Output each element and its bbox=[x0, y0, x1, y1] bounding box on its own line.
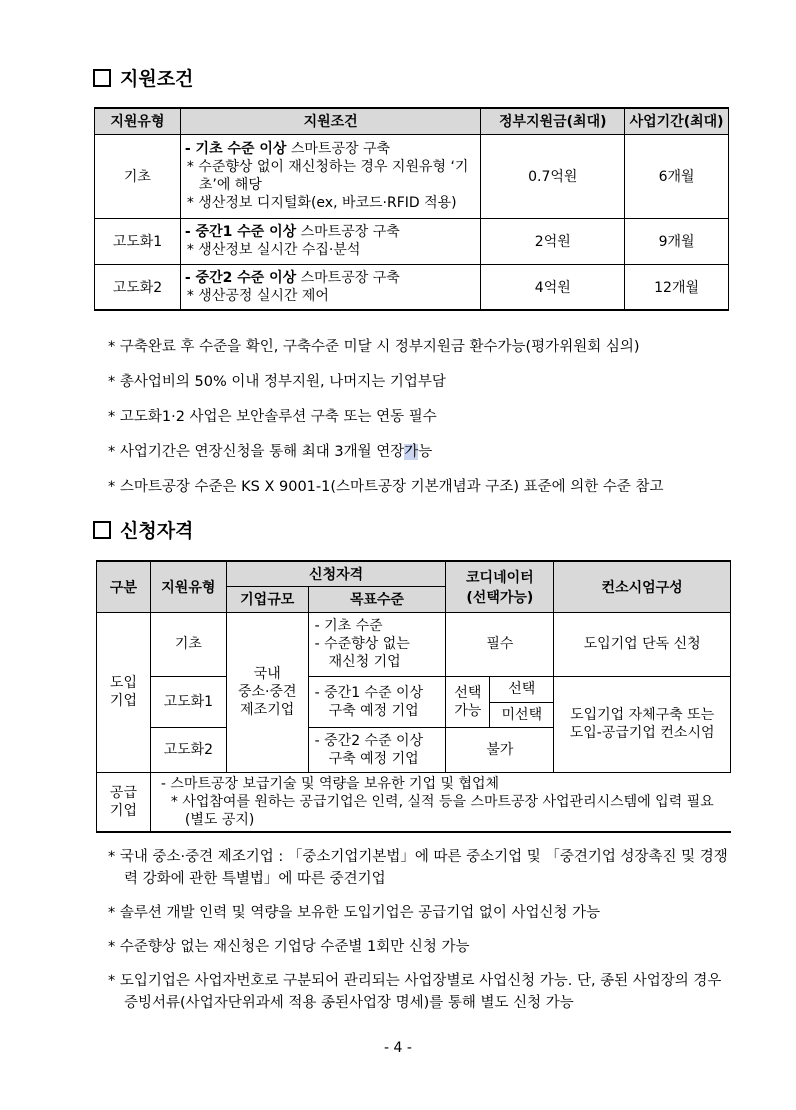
row-period: 12개월 bbox=[625, 264, 729, 310]
target-adv1: - 중간1 수준 이상 구축 예정 기업 bbox=[308, 676, 446, 727]
coord-adv2: 불가 bbox=[446, 727, 554, 772]
consort-multi: 도입기업 자체구축 또는 도입-공급기업 컨소시엄 bbox=[554, 676, 731, 772]
target-adv2: - 중간2 수준 이상 구축 예정 기업 bbox=[308, 727, 446, 772]
row-condition: - 중간2 수준 이상 스마트공장 구축 * 생산공정 실시간 제어 bbox=[180, 264, 481, 310]
note-item: * 스마트공장 수준은 KS X 9001-1(스마트공장 기본개념과 구조) 표준에 의한 수준 참고 bbox=[108, 479, 664, 495]
note-item: * 고도화1·2 사업은 보안솔루션 구축 또는 연동 필수 bbox=[108, 409, 437, 425]
row-grant: 0.7억원 bbox=[481, 134, 625, 218]
intro-company-label: 도입 기업 bbox=[97, 612, 151, 772]
checkbox-square-icon bbox=[93, 521, 111, 539]
company-size: 국내 중소·중견 제조기업 bbox=[226, 612, 308, 772]
table-row bbox=[95, 264, 729, 310]
supplier-description: - 스마트공장 보급기술 및 역량을 보유한 기업 및 협업체 * 사업참여를 원하는 공급기업은 인력, 실적 등을 스마트공장 사업관리시스템에 입력 필요(별도 공지) bbox=[150, 772, 730, 832]
target-basic: - 기초 수준 - 수준향상 없는 재신청 기업 bbox=[308, 612, 446, 676]
note-item: * 솔루션 개발 인력 및 역량을 보유한 도입기업은 공급기업 없이 사업신청 가능 bbox=[108, 905, 601, 921]
coord-selectable: 선택 가능 bbox=[446, 676, 490, 727]
row-grant: 4억원 bbox=[481, 264, 625, 310]
coord-option-unselect: 미선택 bbox=[490, 702, 554, 727]
header-support-type: 지원유형 bbox=[150, 561, 226, 612]
type-basic: 기초 bbox=[150, 612, 226, 676]
supplier-label: 공급 기업 bbox=[97, 772, 151, 832]
header-coordinator: 코디네이터 (선택가능) bbox=[446, 561, 554, 612]
type-adv1: 고도화1 bbox=[150, 676, 226, 727]
header-support-condition: 지원조건 bbox=[180, 108, 481, 134]
checkbox-square-icon bbox=[93, 69, 111, 87]
note-item: * 사업기간은 연장신청을 통해 최대 3개월 연장가능 bbox=[108, 444, 433, 460]
note-item: * 수준향상 없는 재신청은 기업당 수준별 1회만 신청 가능 bbox=[108, 939, 470, 955]
table-header-row bbox=[95, 108, 729, 134]
header-period: 사업기간(최대) bbox=[625, 108, 729, 134]
section-title-support-conditions: 지원조건 bbox=[93, 64, 193, 91]
header-consortium: 컨소시엄구성 bbox=[554, 561, 731, 612]
coord-basic: 필수 bbox=[446, 612, 554, 676]
header-grant: 정부지원금(최대) bbox=[481, 108, 625, 134]
coord-option-select: 선택 bbox=[490, 676, 554, 702]
support-conditions-notes bbox=[108, 336, 733, 511]
table-row bbox=[97, 676, 731, 702]
table-row bbox=[95, 134, 729, 218]
header-category: 구분 bbox=[97, 561, 151, 612]
section-title-eligibility: 신청자격 bbox=[93, 516, 193, 543]
support-conditions-table bbox=[94, 107, 729, 311]
note-item: * 도입기업은 사업자번호로 구분되어 관리되는 사업장별로 사업신청 가능. 단, 종된 사업장의 경우 증빙서류(사업자단위과세 적용 종된사업장 명세)를 통해 별도 신청 가능 bbox=[108, 973, 722, 1011]
row-condition: - 중간1 수준 이상 스마트공장 구축 * 생산정보 실시간 수집·분석 bbox=[180, 218, 481, 264]
header-target-level: 목표수준 bbox=[308, 586, 446, 612]
header-support-type: 지원유형 bbox=[95, 108, 181, 134]
eligibility-notes bbox=[108, 846, 736, 1026]
row-type: 고도화2 bbox=[95, 264, 181, 310]
row-period: 6개월 bbox=[625, 134, 729, 218]
highlighted-text: 가 bbox=[404, 444, 419, 460]
row-condition: - 기초 수준 이상 스마트공장 구축 * 수준향상 없이 재신청하는 경우 지원유형 ‘기초’에 해당 * 생산정보 디지털화(ex, 바코드·RFID 적용) bbox=[180, 134, 481, 218]
header-qualification: 신청자격 bbox=[226, 561, 446, 586]
type-adv2: 고도화2 bbox=[150, 727, 226, 772]
header-company-size: 기업규모 bbox=[226, 586, 308, 612]
table-row bbox=[97, 612, 731, 645]
row-period: 9개월 bbox=[625, 218, 729, 264]
row-type: 기초 bbox=[95, 134, 181, 218]
consort-single: 도입기업 단독 신청 bbox=[554, 612, 731, 676]
note-item: * 총사업비의 50% 이내 정부지원, 나머지는 기업부담 bbox=[108, 374, 446, 390]
note-item: * 국내 중소·중견 제조기업 : 「중소기업기본법」에 따른 중소기업 및 「중견기업 성장촉진 및 경쟁력 강화에 관한 특별법」에 따른 중견기업 bbox=[108, 849, 728, 887]
note-item: * 구축완료 후 수준을 확인, 구축수준 미달 시 정부지원금 환수가능(평가위원회 심의) bbox=[108, 339, 640, 355]
eligibility-table bbox=[96, 560, 731, 833]
page-number: - 4 - bbox=[384, 1040, 412, 1056]
table-row bbox=[95, 218, 729, 264]
table-row bbox=[97, 772, 731, 832]
row-grant: 2억원 bbox=[481, 218, 625, 264]
row-type: 고도화1 bbox=[95, 218, 181, 264]
